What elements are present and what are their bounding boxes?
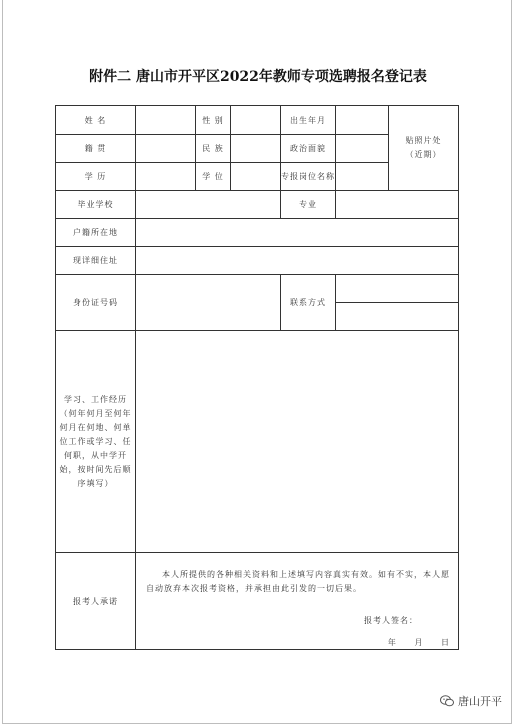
photo-label: 贴照片处 — [405, 136, 442, 145]
contact-field-2[interactable] — [336, 303, 459, 331]
wechat-icon — [440, 695, 454, 707]
degree-field[interactable] — [231, 163, 281, 191]
promise-text: 本人所提供的各种相关资料和上述填写内容真实有效。如有不实，本人愿自动放弃本次报考资格，并承担由此引发的一切后果。 — [146, 570, 450, 593]
registration-form — [55, 105, 459, 650]
contact-field-1[interactable] — [336, 275, 459, 303]
brand-watermark — [440, 693, 502, 709]
political-field[interactable] — [336, 135, 389, 163]
hukou-field[interactable] — [136, 219, 459, 247]
experience-label: 学习、工作经历（何年何月至何年何月在何地、何单位工作或学习、任何职，从中学开始，按时间先后顺序填写） — [56, 331, 136, 553]
ethnicity-label: 民 族 — [196, 135, 231, 163]
birth-label: 出生年月 — [281, 106, 336, 135]
post-field[interactable] — [336, 163, 389, 191]
signature-label: 报考人签名： — [364, 616, 418, 625]
post-label: 专报岗位名称 — [281, 163, 336, 191]
school-field[interactable] — [136, 191, 281, 219]
gender-label: 性 别 — [196, 106, 231, 135]
education-label: 学 历 — [56, 163, 136, 191]
idnum-label: 身份证号码 — [56, 275, 136, 331]
native-field[interactable] — [136, 135, 196, 163]
date-label: 年 月 日 — [387, 638, 450, 647]
photo-note: （近期） — [405, 150, 442, 159]
name-label: 姓 名 — [56, 106, 136, 135]
promise-label: 报考人承诺 — [56, 553, 136, 650]
contact-label: 联系方式 — [281, 275, 336, 331]
form-title: 附件二 唐山市开平区2022年教师专项选聘报名登记表 — [89, 69, 427, 85]
native-label: 籍 贯 — [56, 135, 136, 163]
residence-label: 现详细住址 — [56, 247, 136, 275]
school-label: 毕业学校 — [56, 191, 136, 219]
photo-area[interactable] — [389, 106, 459, 191]
residence-field[interactable] — [136, 247, 459, 275]
degree-label: 学 位 — [196, 163, 231, 191]
promise-cell — [136, 553, 459, 650]
gender-field[interactable] — [231, 106, 281, 135]
ethnicity-field[interactable] — [231, 135, 281, 163]
idnum-field[interactable] — [136, 275, 281, 331]
major-field[interactable] — [336, 191, 459, 219]
major-label: 专业 — [281, 191, 336, 219]
birth-field[interactable] — [336, 106, 389, 135]
name-field[interactable] — [136, 106, 196, 135]
education-field[interactable] — [136, 163, 196, 191]
experience-field[interactable] — [136, 331, 459, 553]
hukou-label: 户籍所在地 — [56, 219, 136, 247]
political-label: 政治面貌 — [281, 135, 336, 163]
brand-name: 唐山开平 — [458, 695, 502, 708]
